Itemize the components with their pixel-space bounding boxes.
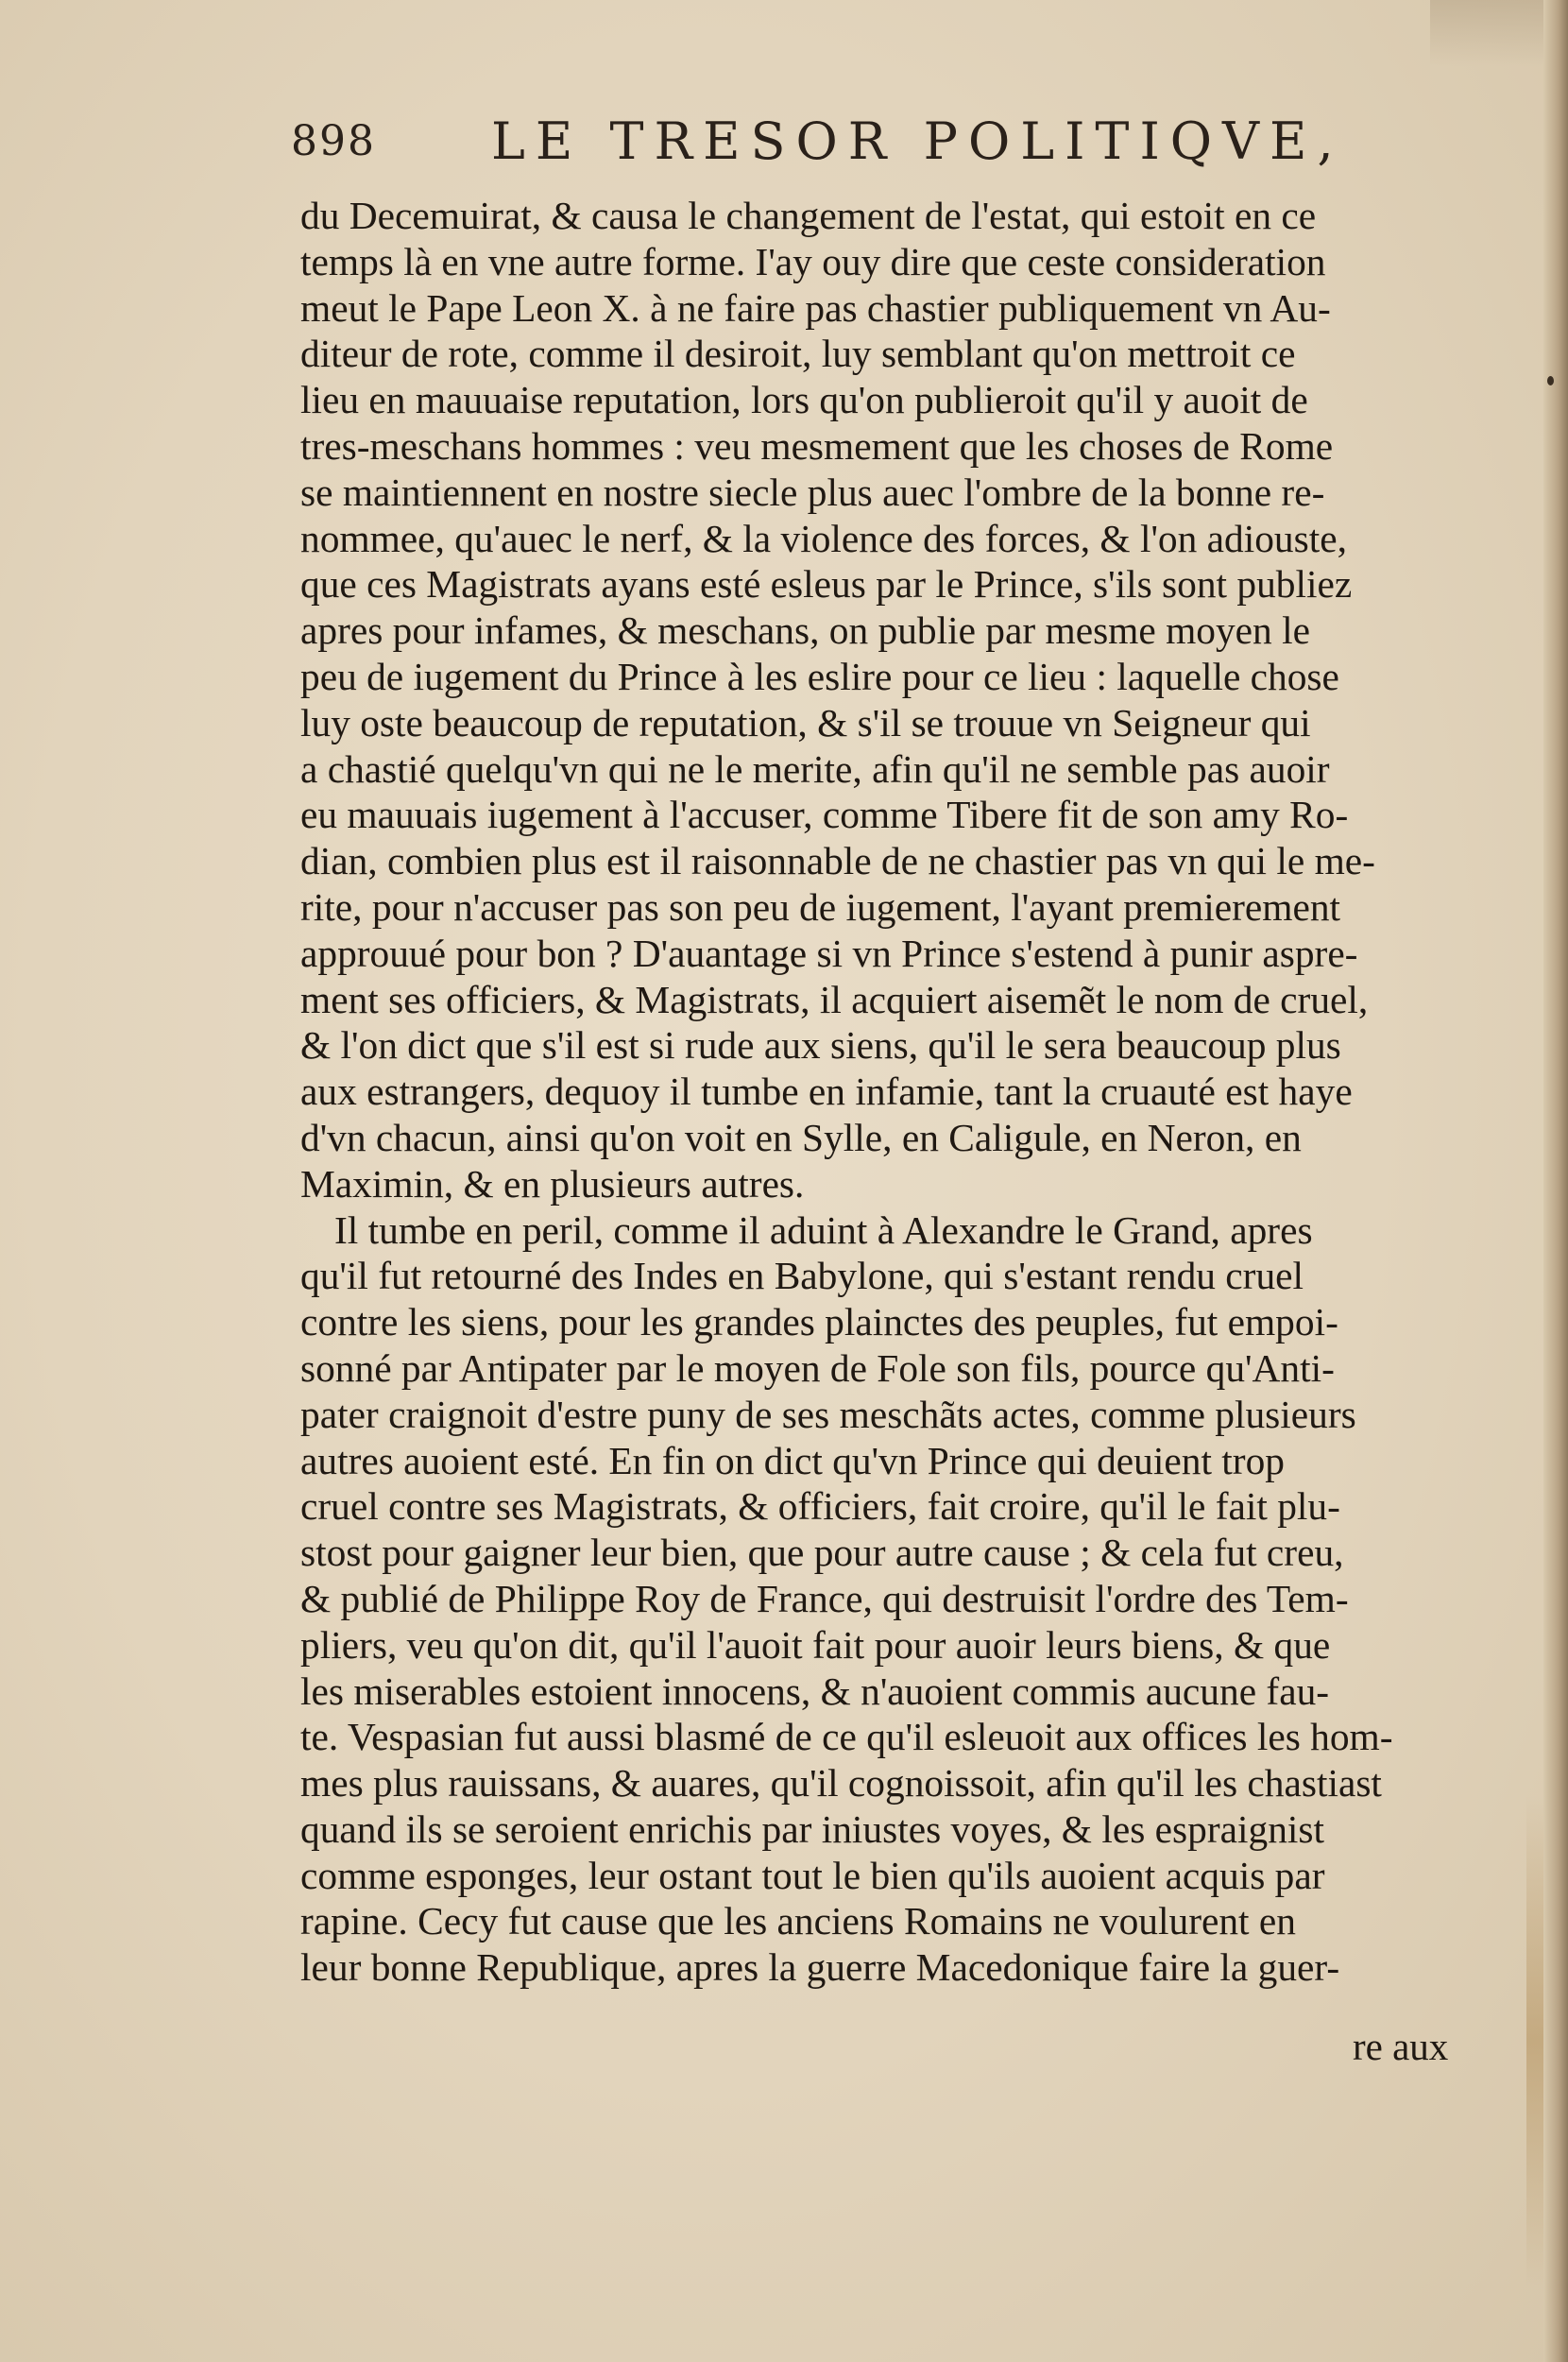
running-head: LE TRESOR POLITIQVE, (491, 111, 1344, 171)
text-line: & l'on dict que s'il est si rude aux siens, qu'il le sera beaucoup plus (300, 1023, 1341, 1068)
text-line: rapine. Cecy fut cause que les anciens Romains ne voulurent en (300, 1899, 1296, 1943)
text-line: que ces Magistrats ayans esté esleus par le Prince, s'ils sont publiez (300, 562, 1353, 607)
page-header (291, 111, 1344, 172)
text-line: apres pour infames, & meschans, on publie par mesme moyen le (300, 608, 1310, 653)
text-line: d'vn chacun, ainsi qu'on voit en Sylle, en Caligule, en Neron, en (300, 1115, 1302, 1159)
text-line: pater craignoit d'estre puny de ses meschãts actes, comme plusieurs (300, 1392, 1356, 1436)
text-line: eu mauuais iugement à l'accuser, comme Tibere fit de son amy Ro- (300, 793, 1349, 837)
text-line: stost pour gaigner leur bien, que pour autre cause ; & cela fut creu, (300, 1531, 1344, 1575)
text-line: tres-meschans hommes : veu mesmement que les choses de Rome (300, 423, 1334, 468)
paper-stain (1526, 1795, 1543, 2286)
text-line: pliers, veu qu'on dit, qu'il l'auoit fait pour auoir leurs biens, & que (300, 1622, 1331, 1667)
text-line: quand ils se seroient enrichis par iniustes voyes, & les espraignist (300, 1806, 1324, 1851)
text-line: te. Vespasian fut aussi blasmé de ce qu'il esleuoit aux offices les hom- (300, 1715, 1393, 1759)
text-line: temps là en vne autre forme. I'ay ouy dire que ceste consideration (300, 239, 1326, 283)
paragraph-first-line: Il tumbe en peril, comme il aduint à Alexandre le Grand, apres (334, 1207, 1313, 1252)
text-line: aux estrangers, dequoy il tumbe en infamie, tant la cruauté est haye (300, 1070, 1353, 1114)
text-line: ment ses officiers, & Magistrats, il acquiert aisemẽt le nom de cruel, (300, 977, 1369, 1021)
text-line: mes plus rauissans, & auares, qu'il cognoissoit, afin qu'il les chastiast (300, 1761, 1382, 1806)
text-line: cruel contre ses Magistrats, & officiers, fait croire, qu'il le fait plu- (300, 1484, 1340, 1529)
text-line: approuué pour bon ? D'auantage si vn Prince s'estend à punir aspre- (300, 931, 1358, 975)
text-line: nommee, qu'auec le nerf, & la violence des forces, & l'on adiouste, (300, 516, 1347, 560)
text-line: autres auoient esté. En fin on dict qu'vn Prince qui deuient trop (300, 1438, 1285, 1482)
text-line: luy oste beaucoup de reputation, & s'il se trouue vn Seigneur qui (300, 700, 1311, 745)
text-line: leur bonne Republique, apres la guerre Macedonique faire la guer- (300, 1945, 1340, 1990)
text-line: meut le Pape Leon X. à ne faire pas chastier publiquement vn Au- (300, 285, 1331, 330)
page-number: 898 (291, 117, 376, 165)
text-line: qu'il fut retourné des Indes en Babylone, qui s'estant rendu cruel (300, 1254, 1304, 1298)
catchword: re aux (1353, 2025, 1449, 2068)
text-line: contre les siens, pour les grandes plainctes des peuples, fut empoi- (300, 1300, 1338, 1344)
text-line: dian, combien plus est il raisonnable de ne chastier pas vn qui le me- (300, 839, 1375, 883)
text-line: Maximin, & en plusieurs autres. (300, 1161, 805, 1206)
body-text (300, 193, 1472, 1991)
page-shadow (1430, 0, 1543, 66)
text-line: se maintiennent en nostre siecle plus auec l'ombre de la bonne re- (300, 470, 1325, 514)
page-edge (1543, 0, 1568, 2362)
text-line: rite, pour n'accuser pas son peu de iugement, l'ayant premierement (300, 884, 1341, 929)
text-line: les miserables estoient innocens, & n'auoient commis aucune fau- (300, 1669, 1330, 1713)
text-line: peu de iugement du Prince à les eslire pour ce lieu : laquelle chose (300, 654, 1339, 698)
text-line: lieu en mauuaise reputation, lors qu'on publieroit qu'il y auoit de (300, 378, 1308, 422)
margin-ink-mark (1547, 376, 1554, 385)
text-line: comme esponges, leur ostant tout le bien qu'ils auoient acquis par (300, 1853, 1325, 1897)
text-line: du Decemuirat, & causa le changement de l'estat, qui estoit en ce (300, 194, 1317, 237)
text-line: a chastié quelqu'vn qui ne le merite, afin qu'il ne semble pas auoir (300, 746, 1330, 791)
text-line: & publié de Philippe Roy de France, qui destruisit l'ordre des Tem- (300, 1576, 1349, 1620)
text-line: diteur de rote, comme il desiroit, luy semblant qu'on mettroit ce (300, 332, 1296, 376)
text-line: sonné par Antipater par le moyen de Fole son fils, pource qu'Anti- (300, 1345, 1335, 1390)
